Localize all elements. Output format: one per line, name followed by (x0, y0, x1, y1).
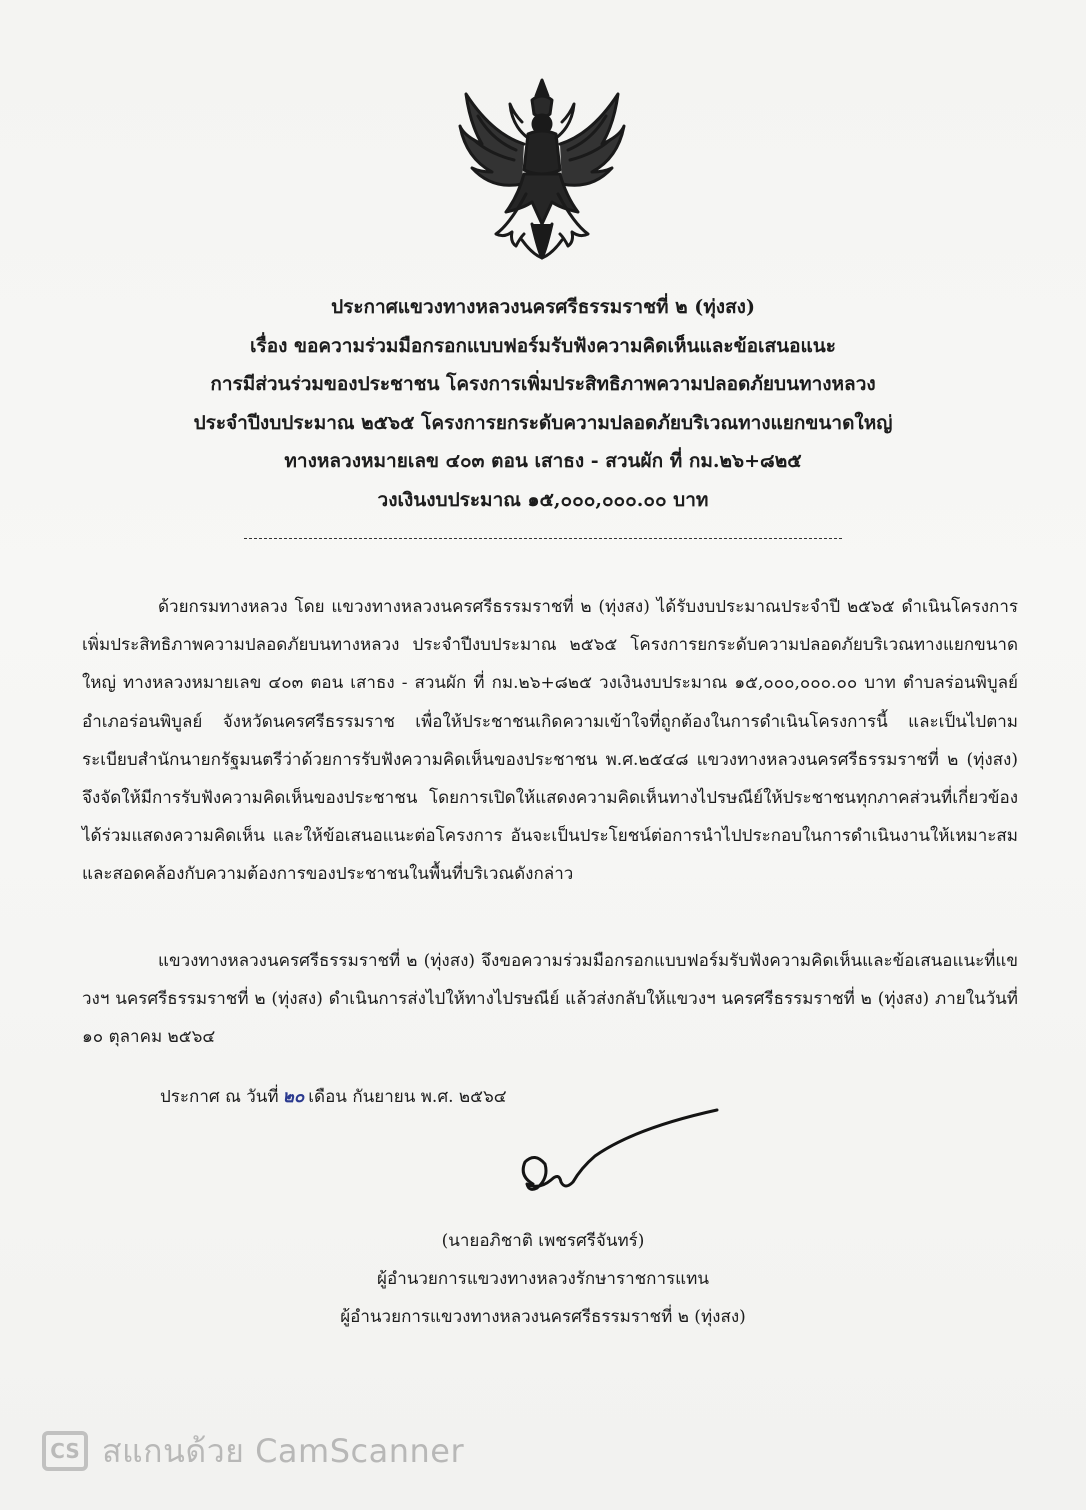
heading-title: ประกาศแขวงทางหลวงนครศรีธรรมราชที่ ๒ (ทุ่งสง) (331, 296, 755, 318)
signatory-position-acting: ผู้อำนวยการแขวงทางหลวงรักษาราชการแทน (377, 1269, 709, 1289)
date-day-handwritten: ๒๐ (282, 1087, 305, 1107)
signatory-name: (นายอภิชาติ เพชรศรีจันทร์) (441, 1231, 645, 1251)
body-paragraph-1: ด้วยกรมทางหลวง โดย แขวงทางหลวงนครศรีธรรมราชที่ ๒ (ทุ่งสง) ได้รับงบประมาณประจำปี ๒๕๖๕ ดำเนินโครงการเพิ่มประสิทธิภาพความปลอดภัยบนทางหลวง ประจำปีงบประมาณ ๒๕๖๕ โครงการยกระดับความปลอดภัยบริเวณทางแยกขนาดใหญ่ ทางหลวงหมายเลข ๔๐๓ ตอน เสาธง - สวนผัก ที่ กม.๒๖+๘๒๕ วงเงินงบประมาณ ๑๕,๐๐๐,๐๐๐.๐๐ บาท ตำบลร่อนพิบูลย์ อำเภอร่อนพิบูลย์ จังหวัดนครศรีธรรมราช เพื่อให้ประชาชนเกิดความเข้าใจที่ถูกต้องในการดำเนินโครงการนี้ และเป็นไปตามระเบียบสำนักนายกรัฐมนตรีว่าด้วยการรับฟังความคิดเห็นของประชาชน พ.ศ.๒๕๔๘ แขวงทางหลวงนครศรีธรรมราชที่ ๒ (ทุ่งสง) จึงจัดให้มีการรับฟังความคิดเห็นของประชาชน โดยการเปิดให้แสดงความคิดเห็นทางไปรษณีย์ให้ประชาชนทุกภาคส่วนที่เกี่ยวข้องได้ร่วมแสดงความคิดเห็น และให้ข้อเสนอแนะต่อโครงการ อันจะเป็นประโยชน์ต่อการนำไปประกอบในการดำเนินงานให้เหมาะสม และสอดคล้องกับความต้องการของประชาชนในพื้นที่บริเวณดังกล่าว (82, 597, 1018, 885)
date-suffix: เดือน กันยายน พ.ศ. ๒๕๖๔ (308, 1087, 507, 1107)
camscanner-logo-icon: CS (42, 1431, 88, 1471)
camscanner-watermark (42, 1426, 464, 1476)
heading-line-4: ประจำปีงบประมาณ ๒๕๖๕ โครงการยกระดับความปลอดภัยบริเวณทางแยกขนาดใหญ่ (193, 411, 893, 434)
signatory-block (250, 1222, 836, 1336)
announcement-heading (120, 288, 966, 519)
heading-line-5: ทางหลวงหมายเลข ๔๐๓ ตอน เสาธง - สวนผัก ที่ กม.๒๖+๘๒๕ (284, 450, 802, 472)
body-paragraph-2: แขวงทางหลวงนครศรีธรรมราชที่ ๒ (ทุ่งสง) จึงขอความร่วมมือกรอกแบบฟอร์มรับฟังความคิดเห็นและข้อเสนอแนะที่แขวงฯ นครศรีธรรมราชที่ ๒ (ทุ่งสง) ดำเนินการส่งไปให้ทางไปรษณีย์ แล้วส่งกลับให้แขวงฯ นครศรีธรรมราชที่ ๒ (ทุ่งสง) ภายในวันที่ ๑๐ ตุลาคม ๒๕๖๔ (82, 951, 1018, 1048)
date-prefix: ประกาศ ณ วันที่ (160, 1087, 279, 1107)
signatory-position: ผู้อำนวยการแขวงทางหลวงนครศรีธรรมราชที่ ๒ (ทุ่งสง) (340, 1307, 746, 1327)
heading-budget: วงเงินงบประมาณ ๑๕,๐๐๐,๐๐๐.๐๐ บาท (377, 488, 709, 511)
announcement-date (160, 1078, 507, 1116)
heading-line-3: การมีส่วนร่วมของประชาชน โครงการเพิ่มประสิทธิภาพความปลอดภัยบนทางหลวง (210, 373, 876, 395)
handwritten-signature (505, 1098, 735, 1218)
heading-subject: เรื่อง ขอความร่วมมือกรอกแบบฟอร์มรับฟังความคิดเห็นและข้อเสนอแนะ (250, 334, 836, 357)
garuda-emblem-icon (452, 74, 632, 264)
dashed-divider (244, 538, 842, 539)
watermark-text: สแกนด้วย CamScanner (102, 1431, 465, 1470)
